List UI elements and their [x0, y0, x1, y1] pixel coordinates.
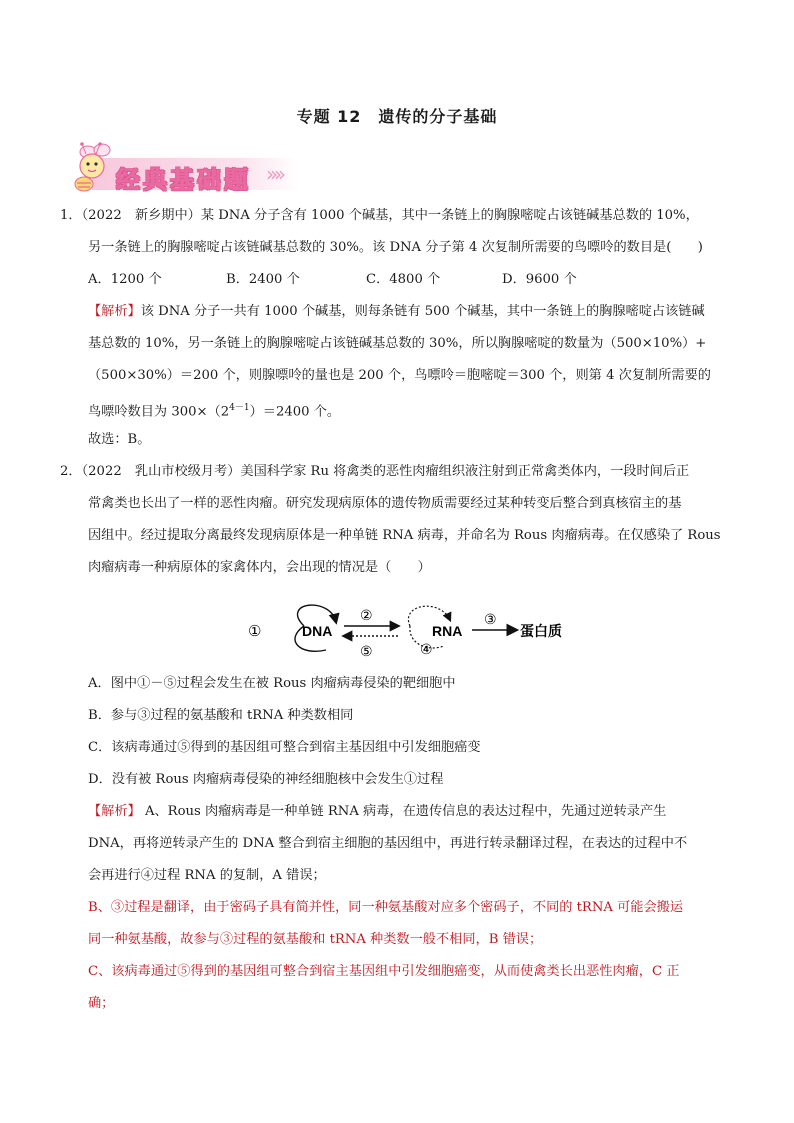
process-4-label: ④: [420, 642, 433, 658]
q2-analysis-line: 确；: [88, 996, 115, 1011]
q1-options: [88, 270, 577, 290]
q2-analysis-line: [88, 802, 666, 822]
analysis-text: 鸟嘌呤数目为 300×（2: [88, 404, 230, 420]
analysis-text: A、Rous 肉瘤病毒是一种单链 RNA 病毒，在遗传信息的表达过程中，先通过逆转录产生: [144, 804, 667, 819]
section-banner: [66, 138, 306, 198]
dna-rna-protein-diagram: [240, 600, 580, 660]
q2-analysis-line: DNA，再将逆转录产生的 DNA 整合到宿主细胞的基因组中，再进行转录翻译过程，在表达的过程中不: [88, 836, 688, 851]
q1-analysis-line: [88, 398, 340, 422]
q2-option-c: C．该病毒通过⑤得到的基因组可整合到宿主基因组中引发细胞癌变: [88, 740, 481, 755]
bee-mascot-icon: [66, 138, 126, 198]
process-3-label: ③: [484, 612, 497, 628]
q2-analysis-line: C、该病毒通过⑤得到的基因组可整合到宿主基因组中引发细胞癌变，从而使禽类长出恶性肉瘤，C 正: [88, 964, 680, 979]
exponent: 4－1: [229, 403, 250, 413]
dna-label: DNA: [302, 623, 333, 639]
analysis-label: 【解析】: [88, 304, 141, 319]
q1-option-b: B．2400 个: [226, 272, 300, 287]
q2-analysis-line: 会再进行④过程 RNA 的复制，A 错误；: [88, 868, 326, 883]
q2-option-d: D．没有被 Rous 肉瘤病毒侵染的神经细胞核中会发生①过程: [88, 772, 444, 787]
q2-option-a: A．图中①－⑤过程会发生在被 Rous 肉瘤病毒侵染的靶细胞中: [88, 676, 456, 691]
q1-option-c: C．4800 个: [366, 272, 441, 287]
q1-answer: 故选：B。: [88, 432, 151, 447]
q2-stem-line: 肉瘤病毒一种病原体的家禽体内，会出现的情况是（ ）: [88, 560, 431, 575]
diagram-svg: [240, 600, 580, 660]
analysis-label: 【解析】: [88, 804, 141, 819]
page-title: 专题 12 遗传的分子基础: [296, 107, 498, 126]
q2-option-b: B．参与③过程的氨基酸和 tRNA 种类数相同: [88, 708, 354, 723]
process-2-label: ②: [360, 608, 373, 624]
q1-stem-line: 1．（2022 新乡期中）某 DNA 分子含有 1000 个碱基，其中一条链上的胸腺嘧啶占该链碱基总数的 10%，: [60, 208, 699, 223]
protein-label: 蛋白质: [520, 624, 562, 640]
process-1-label: ①: [248, 622, 262, 640]
q1-analysis-line: 基总数的 10%，另一条链上的胸腺嘧啶占该链碱基总数的 30%，所以胸腺嘧啶的数量为（500×10%）+: [88, 336, 707, 351]
process-5-label: ⑤: [360, 644, 373, 660]
q2-stem-line: 2．（2022 乳山市校级月考）美国科学家 Ru 将禽类的恶性肉瘤组织液注射到正常禽类体内，一段时间后正: [60, 464, 690, 479]
rna-label: RNA: [432, 623, 463, 639]
q1-stem-line: 另一条链上的胸腺嘧啶占该链碱基总数的 30%。该 DNA 分子第 4 次复制所需要的鸟嘌呤的数目是( ): [88, 240, 703, 255]
q2-stem-line: 因组中。经过提取分离最终发现病原体是一种单链 RNA 病毒，并命名为 Rous 肉瘤病毒。在仅感染了 Rous: [88, 528, 721, 543]
q1-analysis-line: （500×30%）＝200 个，则腺嘌呤的量也是 200 个，鸟嘌呤＝胞嘧啶＝300 个，则第 4 次复制所需要的: [88, 368, 711, 383]
q2-stem-line: 常禽类也长出了一样的恶性肉瘤。研究发现病原体的遗传物质需要经过某种转变后整合到真核宿主的基: [88, 496, 682, 511]
q1-analysis-line: [88, 302, 705, 322]
q1-option-d: D．9600 个: [502, 272, 577, 287]
section-title: 经典基础题: [116, 166, 251, 194]
chevrons-icon: ››››: [266, 162, 282, 186]
q1-option-a: A．1200 个: [88, 272, 162, 287]
analysis-text: 该 DNA 分子一共有 1000 个碱基，则每条链有 500 个碱基，其中一条链上的胸腺嘧啶占该链碱: [140, 304, 705, 319]
q2-analysis-line: 同一种氨基酸，故参与③过程的氨基酸和 tRNA 种类数一般不相同，B 错误；: [88, 932, 543, 947]
q2-analysis-line: B、③过程是翻译，由于密码子具有简并性，同一种氨基酸对应多个密码子，不同的 tRNA 可能会搬运: [88, 900, 684, 915]
analysis-text: ）＝2400 个。: [249, 404, 341, 420]
